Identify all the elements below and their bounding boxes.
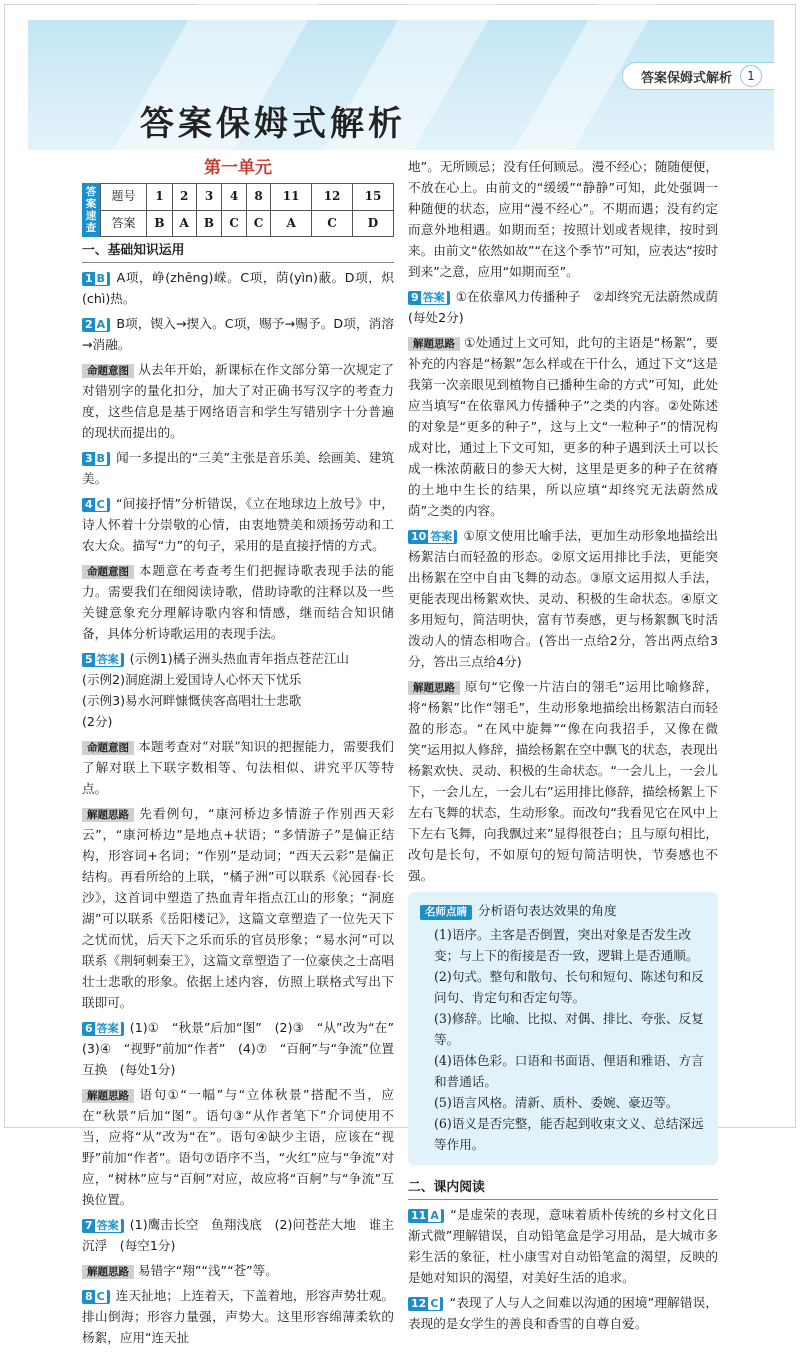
answer-text: 连天扯地；上连着天，下盖着地，形容声势壮观。排山倒海；形容力量强，声势大。这里形容绵薄柔软的杨絮，应用“连天扯 (82, 1288, 394, 1345)
answer-text: “是虚荣的表现，意味着质朴传统的乡村文化日渐式微”理解错误，自动铅笔盒是学习用品，是大城市多彩生活的象征，杜小康雪对自动铅笔盒的渴望，反映的是她对知识的渴望，对美好生活的追求。 (408, 1207, 718, 1285)
note-item (408, 676, 718, 886)
note-text: 从去年开始，新课标在作文部分第一次规定了对错别字的量化扣分，加大了对正确书写汉字的考查力度，这些信息是基于网络语言和学生写错别字十分普遍的现状而提出的。 (82, 362, 394, 440)
table-cell: 3 (196, 184, 222, 211)
note-text: ①处通过上文可知，此句的主语是“杨絮”，要补充的内容是“杨絮”怎么样或在干什么，通过下文“这是我第一次亲眼见到植物自已播种生命的方式”可知，此处应当填写“在依靠风力传播种子”之类的内容。②处陈述的对象是“更多的种子”，这与上文“一粒种子”的情况构成对比，通过上下文可知，更多的种子遇到沃土可以长成一株浓荫蔽日的参天大树，这里是更多的种子在贫瘠的土地中生长的结果，所以应填“却终究无法蔚然成荫”之类的内容。 (408, 335, 718, 518)
tip-line: (6)语义是否完整，能否起到收束文义、总结深远等作用。 (434, 1116, 704, 1152)
right-column (408, 152, 718, 1338)
question-badge: 10 答案 (408, 530, 457, 544)
table-cell: 15 (353, 184, 394, 211)
answer-text: “间接抒情”分析错误，《立在地球边上放号》中，诗人怀着十分崇敬的心情，由衷地赞美和颂扬劳动和工农大众。描写“力”的句子，采用的是直接抒情的方式。 (82, 496, 394, 553)
answer-item-8 (82, 1285, 394, 1348)
note-item (82, 1084, 394, 1210)
note-item (408, 332, 718, 521)
page-header-tab (622, 62, 774, 90)
note-tag: 命题意图 (82, 741, 134, 755)
note-tag: 解题思路 (408, 337, 460, 351)
answer-item-5 (82, 648, 394, 732)
note-item (82, 560, 394, 644)
note-text: 先看例句，“康河桥边多情游子作别西天彩云”，“康河桥边”是地点+状语；“多情游子”是偏正结构，形容词+名词；“作别”是动词；“西天云彩”是偏正结构。再看所给的上联，“橘子洲”可以联系《沁园春·长沙》，这首词中塑造了热血青年指点江山的形象；“洞庭湖”可以联系《岳阳楼记》，这篇文章塑造了一位先天下之忧而忧，后天下之乐而乐的官员形象；“易水河”可以联系《荆轲刺秦王》，这篇文章塑造了一位豪侠之士高唱壮士悲歌的形象。依据上述内容，仿照上联格式写出下联即可。 (82, 806, 394, 1010)
note-tag: 解题思路 (82, 1089, 134, 1103)
question-badge: 1 B (82, 272, 110, 286)
table-cell: C (312, 210, 353, 237)
page-title: 答案保姆式解析 (140, 104, 406, 144)
note-text: 易错字“翔”“浅”“苍”等。 (138, 1263, 278, 1278)
note-tag: 解题思路 (82, 808, 134, 822)
note-tag: 解题思路 (82, 1265, 134, 1279)
tip-line: (4)语体色彩。口语和书面语、俚语和雅语、方言和普通话。 (434, 1053, 704, 1089)
table-cell: B (147, 210, 173, 237)
question-badge: 12 C (408, 1297, 443, 1311)
answer-text: (1)① “秋景”后加“图” (2)③ “从”改为“在” (3)④ “视野”前加“作者” (4)⑦ “百舸”与“争流”位置互换 (每处1分) (82, 1020, 407, 1077)
note-item (82, 803, 394, 1013)
answer-item-9 (408, 286, 718, 328)
answer-text: (示例1)橘子洲头热血青年指点苍茫江山 (129, 651, 350, 666)
tip-heading: 分析语句表达效果的角度 (478, 903, 617, 918)
table-cell: C (246, 210, 270, 237)
answer-table-side-label: 答案速查 (82, 183, 100, 237)
question-badge: 6 答案 (82, 1022, 124, 1036)
answer-text: ①原文使用比喻手法，更加生动形象地描绘出杨絮洁白而轻盈的形态。②原文运用排比手法，更能突出杨絮在空中自由飞舞的动态。③原文运用拟人手法，更能表现出杨絮欢快、灵动、积极的生命状态。④原文多用短句，简洁明快，富有节奏感，更与杨絮飘飞时活泼动人的情态相吻合。(答出一点给2分，答出两点给3分，答出三点给4分) (408, 528, 718, 669)
table-cell: 2 (172, 184, 196, 211)
question-badge: 2 A (82, 318, 110, 332)
tip-tag: 名师点睛 (420, 905, 472, 920)
note-text: 本题考查对“对联”知识的把握能力，需要我们了解对联上下联字数相等、句法相似、讲究平仄等特点。 (82, 739, 394, 796)
table-row (101, 210, 394, 237)
answer-text: A项，峥(zhēng)嵘。C项，荫(yìn)蔽。D项，炽(chì)热。 (82, 270, 394, 306)
question-badge: 9 答案 (408, 291, 450, 305)
table-cell: 11 (271, 184, 312, 211)
tip-line: (5)语言风格。清新、质朴、委婉、豪迈等。 (434, 1095, 679, 1110)
table-row-label: 答案 (101, 210, 147, 237)
answer-item-7 (82, 1214, 394, 1256)
table-cell: C (222, 210, 246, 237)
question-badge: 7 答案 (82, 1219, 124, 1233)
answer-item-6 (82, 1017, 407, 1080)
tip-line: (3)修辞。比喻、比拟、对偶、排比、夸张、反复等。 (434, 1011, 704, 1047)
unit-title: 第一单元 (204, 158, 272, 178)
header-tab-title: 答案保姆式解析 (640, 70, 732, 86)
answer-score: (2分) (82, 714, 113, 729)
answer-item-1 (82, 267, 394, 309)
note-tag: 命题意图 (82, 364, 134, 378)
note-text: 原句“它像一片洁白的翎毛”运用比喻修辞，将“杨絮”比作“翎毛”，生动形象地描绘出杨絮洁白而轻盈的形态。“在风中旋舞”“像在向我招手，又像在微笑”运用拟人修辞，描绘杨絮在空中飘飞的状态，表现出杨絮欢快、灵动、积极的生命状态。“一会儿上，一会儿下，一会儿左，一会儿右”运用排比修辞，描绘杨絮上下左右飞舞的状态，生动形象。而改句“我看见它在风中上下左右飞舞，向我飘过来”显得很苍白；且与原句相比，改句是长句，不如原句的短句简洁明快，节奏感也不强。 (408, 679, 718, 883)
answer-text: ①在依靠风力传播种子 ②却终究无法蔚然成荫(每处2分) (408, 289, 718, 325)
question-badge: 11 A (408, 1209, 444, 1223)
note-item (82, 736, 394, 799)
answer-item-11 (408, 1204, 718, 1288)
table-row-label: 题号 (101, 184, 147, 211)
teacher-tip-box (408, 892, 718, 1165)
table-cell: 1 (147, 184, 173, 211)
note-tag: 命题意图 (82, 565, 134, 579)
answer-item-12 (408, 1292, 718, 1334)
note-item (82, 359, 394, 443)
answer-text: (示例2)洞庭湖上爱国诗人心怀天下忧乐 (82, 672, 302, 687)
answer-item-3 (82, 447, 394, 489)
section-heading: 二、课内阅读 (408, 1177, 718, 1200)
answer-text: (示例3)易水河畔慷慨侠客高唱壮士悲歌 (82, 693, 302, 708)
question-badge: 4 C (82, 498, 110, 512)
section-heading: 一、基础知识运用 (82, 240, 394, 263)
table-row (101, 184, 394, 211)
page-number: 1 (740, 65, 762, 87)
answer-item-10 (408, 525, 718, 672)
answer-text: 闻一多提出的“三美”主张是音乐美、绘画美、建筑美。 (82, 450, 394, 486)
question-badge: 3 B (82, 452, 110, 466)
answer-item-8-continued: 地”。无所顾忌；没有任何顾忌。漫不经心；随随便便，不放在心上。由前文的“缓缓”“静静”可知，此处强调一种随便的状态，应用“漫不经心”。不期而遇；没有约定而意外地相遇。如期而至；按照计划或者规律，按时到来。由前文“依然如故”“在这个季节”可知，应表达“按时到来”之意，应用“如期而至”。 (408, 159, 718, 279)
note-text: 语句①“一幅”与“立体秋景”搭配不当，应在“秋景”后加“图”。语句③“从作者笔下”介词使用不当，应将“从”改为“在”。语句④缺少主语，应该在“视野”前加“作者”。语句⑦语序不当，“火红”应与“争流”对应，“树林”应与“百舸”对应，故应将“百舸”与“争流”互换位置。 (82, 1087, 394, 1207)
table-cell: 8 (246, 184, 270, 211)
tip-line: (1)语序。主客是否倒置，突出对象是否发生改变；与上下的衔接是否一致，逻辑上是否通顺。 (434, 927, 699, 963)
tip-line: (2)句式。整句和散句、长句和短句、陈述句和反问句、肯定句和否定句等。 (434, 969, 704, 1005)
question-badge: 8 C (82, 1290, 110, 1304)
question-badge: 5 答案 (82, 653, 124, 667)
answer-item-2 (82, 313, 394, 355)
answer-text: B项，锲入→揳入。C项，赐予→赐予。D项，消溶→消融。 (82, 316, 394, 352)
table-cell: 4 (222, 184, 246, 211)
answer-quick-table (82, 183, 394, 237)
answer-text: (1)鹰击长空 鱼翔浅底 (2)问苍茫大地 谁主沉浮 (每空1分) (82, 1217, 394, 1253)
table-cell: B (196, 210, 222, 237)
left-column (82, 152, 407, 1352)
note-text: 本题意在考查考生们把握诗歌表现手法的能力。需要我们在细阅读诗歌，借助诗歌的注释以及一些关键意象充分理解诗歌内容和情感，继而结合知识储备，具体分析诗歌运用的表现手法。 (82, 563, 394, 641)
table-cell: D (353, 210, 394, 237)
table-cell: 12 (312, 184, 353, 211)
answer-item-4 (82, 493, 394, 556)
answer-text: “表现了人与人之间难以沟通的困境”理解错误，表现的是女学生的善良和香雪的自尊自爱。 (408, 1295, 718, 1331)
table-cell: A (271, 210, 312, 237)
table-cell: A (172, 210, 196, 237)
note-item (82, 1260, 394, 1281)
note-tag: 解题思路 (408, 681, 460, 695)
